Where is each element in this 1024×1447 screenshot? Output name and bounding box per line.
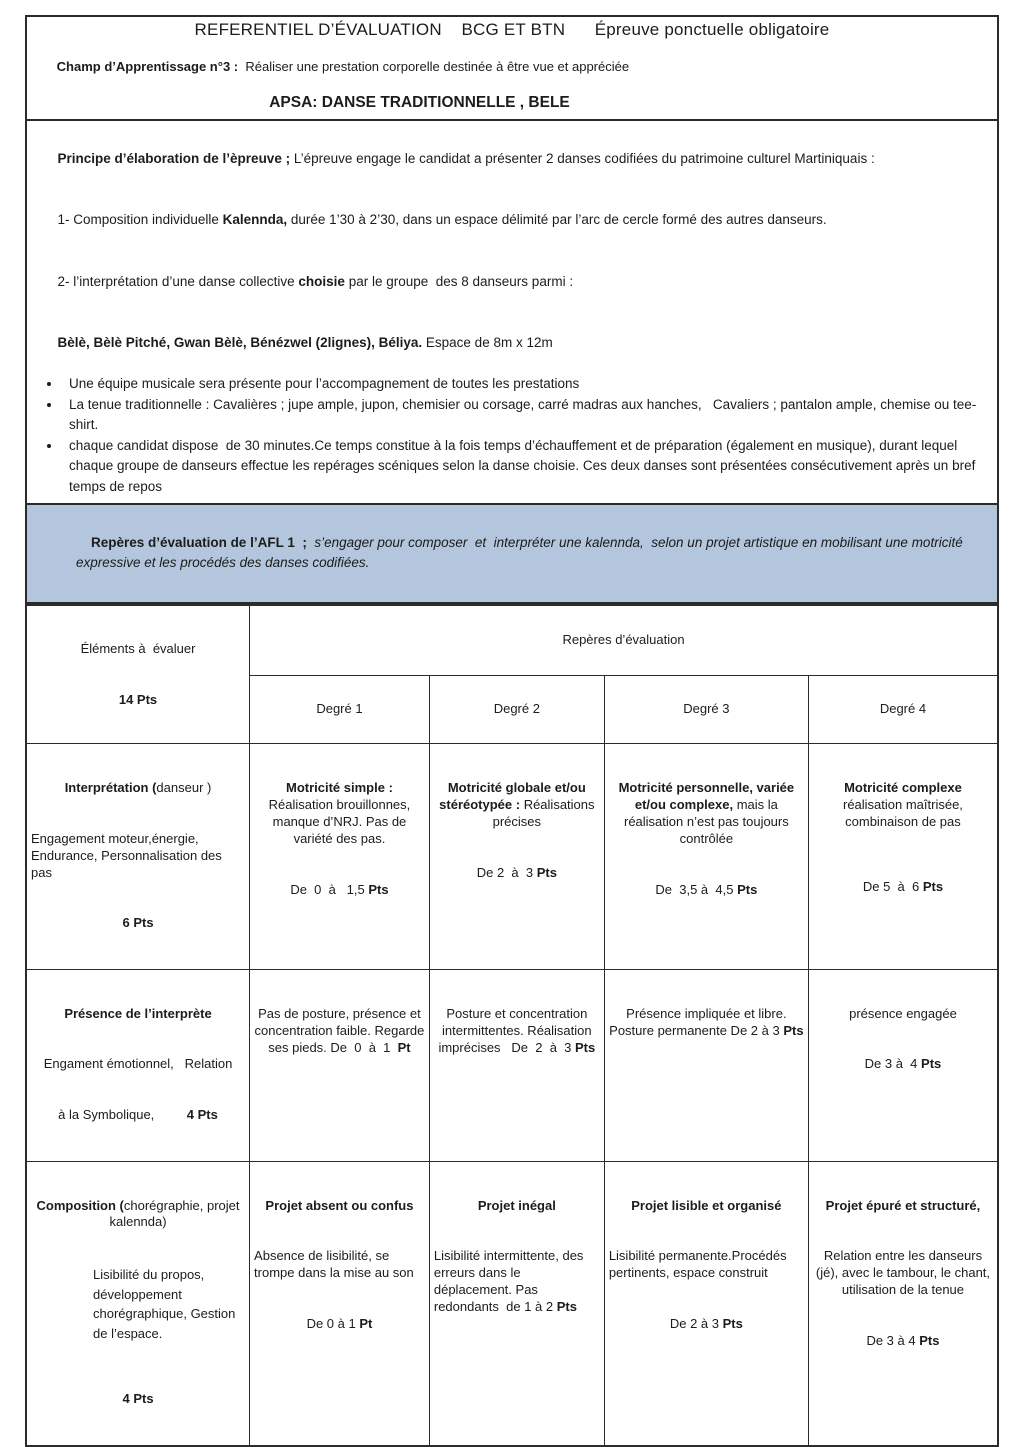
document-header — [25, 15, 999, 121]
table-row-presence — [26, 969, 998, 1161]
danse-list-line: Bèlè, Bèlè Pitché, Gwan Bèlè, Bénézwel (2lignes), Béliya. Espace de 8m x 12m — [57, 335, 553, 351]
principe-label: Principe d’élaboration de l’èpreuve ; — [57, 150, 291, 166]
points-range: De 2 à 3 Pts — [476, 864, 557, 880]
champ-text: Réaliser une prestation corporelle destinée à être vue et appréciée — [238, 59, 630, 74]
degre-4-cell: Projet épuré et structuré, Relation entre les danseurs (jé), avec le tambour, le chant, utilisation de la tenue De 3 à 4 Pts — [808, 1161, 998, 1445]
bullet-item: • chaque candidat dispose de 30 minutes.Ce temps constitue à la fois temps d’échauffement et de préparation (également en musique), durant lequel chaque groupe de danseurs effectue les repérages scéniques selon la danse choisie. Ces deux danses sont présentées consécutivement après un bref temps de repos — [62, 436, 989, 498]
points-range: De 2 à 3 Pts — [669, 1315, 743, 1331]
champ-label: Champ d’Apprentissage n°3 : — [56, 59, 239, 74]
degre-1-header: Degré 1 — [250, 675, 430, 744]
elements-a-evaluer-header: Éléments à évaluer 14 Pts — [26, 605, 250, 744]
reperes-evaluation-header: Repères d’évaluation — [250, 605, 998, 675]
points-value: 4 Pts — [122, 1390, 154, 1406]
page-title: REFERENTIEL D’ÉVALUATION BCG ET BTN Épreuve ponctuelle obligatoire — [194, 20, 830, 39]
points-value: 6 Pts — [122, 915, 154, 931]
degre-4-cell: présence engagée De 3 à 4 Pts — [808, 969, 998, 1161]
total-points: 14 Pts — [118, 691, 158, 707]
points-range: De 3 à 4 Pts — [866, 1332, 940, 1348]
evaluation-table — [25, 604, 999, 1446]
degre-4-header: Degré 4 — [808, 675, 998, 744]
points-range: De 0 à 1,5 Pts — [290, 881, 389, 897]
degre-1-cell: Projet absent ou confus Absence de lisibilité, se trompe dans la mise au son De 0 à 1 Pt — [250, 1161, 430, 1445]
points-range: De 5 à 6 Pts — [862, 878, 944, 894]
principe-point-1: 1- Composition individuelle Kalennda, durée 1’30 à 2’30, dans un espace délimité par l’arc de cercle formé des autres danseurs. — [57, 212, 827, 228]
bullet-item: • Une équipe musicale sera présente pour l’accompagnement de toutes les prestations — [62, 374, 989, 395]
principe-point-2: 2- l’interprétation d’une danse collective choisie par le groupe des 8 danseurs parmi : — [57, 273, 574, 289]
criteria-cell: Interprétation (danseur ) Engagement moteur,énergie, Endurance, Personnalisation des pas 6 Pts — [26, 744, 250, 970]
degre-1-cell: Pas de posture, présence et concentration faible. Regarde ses pieds. De 0 à 1 Pt — [250, 969, 430, 1161]
bullet-item: • La tenue traditionnelle : Cavalières ; jupe ample, jupon, chemisier ou corsage, carré madras aux hanches, Cavaliers ; pantalon ample, chemise ou tee-shirt. — [62, 395, 989, 436]
champ-apprentissage-line — [35, 44, 989, 89]
points-value: 4 Pts — [186, 1107, 218, 1123]
criteria-cell: Présence de l’interprète Engament émotionnel, Relation à la Symbolique, 4 Pts — [26, 969, 250, 1161]
afl1-label: Repères d’évaluation de l’AFL 1 ; — [91, 534, 307, 550]
principe-intro-text: L’épreuve engage le candidat a présenter 2 danses codifiées du patrimoine culturel Martiniquais : — [290, 150, 875, 166]
degre-4-cell: Motricité complexe réalisation maîtrisée, combinaison de pas De 5 à 6 Pts — [808, 744, 998, 970]
afl1-description: s’engager pour composer et interpréter une kalennda, selon un projet artistique en mobilisant une motricité expressive et les procédés des danses codifiées. — [76, 534, 967, 570]
criteria-cell: Composition (chorégraphie, projet kalennda) Lisibilité du propos, développement chorégraphique, Gestion de l’espace. 4 Pts — [26, 1161, 250, 1445]
points-range: De 3,5 à 4,5 Pts — [655, 881, 758, 897]
degre-3-header: Degré 3 — [604, 675, 808, 744]
degre-3-cell: Motricité personnelle, variée et/ou complexe, mais la réalisation n’est pas toujours contrôlée De 3,5 à 4,5 Pts — [604, 744, 808, 970]
principe-intro — [35, 128, 989, 190]
table-row-composition — [26, 1161, 998, 1445]
principe-section — [25, 121, 999, 505]
degre-2-cell: Motricité globale et/ou stéréotypée : Réalisations précises De 2 à 3 Pts — [429, 744, 604, 970]
afl1-banner — [25, 505, 999, 604]
degre-2-cell: Posture et concentration intermittentes. Réalisation imprécises De 2 à 3 Pts — [429, 969, 604, 1161]
points-range: De 3 à 4 Pts — [864, 1056, 942, 1072]
table-row-interpretation — [26, 744, 998, 970]
degre-1-cell: Motricité simple : Réalisation brouillonnes, manque d’NRJ. Pas de variété des pas. De 0 à 1,5 Pts — [250, 744, 430, 970]
degre-2-cell: Projet inégal Lisibilité intermittente, des erreurs dans le déplacement. Pas redondants de 1 à 2 Pts — [429, 1161, 604, 1445]
degre-3-cell: Projet lisible et organisé Lisibilité permanente.Procédés pertinents, espace construit De 2 à 3 Pts — [604, 1161, 808, 1445]
degre-3-cell: Présence impliquée et libre. Posture permanente De 2 à 3 Pts — [604, 969, 808, 1161]
degre-2-header: Degré 2 — [429, 675, 604, 744]
apsa-title: APSA: DANSE TRADITIONNELLE , BELE — [269, 94, 570, 111]
table-header-row-1 — [26, 605, 998, 675]
points-range: De 0 à 1 Pt — [306, 1315, 373, 1331]
principe-bullets — [35, 374, 989, 497]
